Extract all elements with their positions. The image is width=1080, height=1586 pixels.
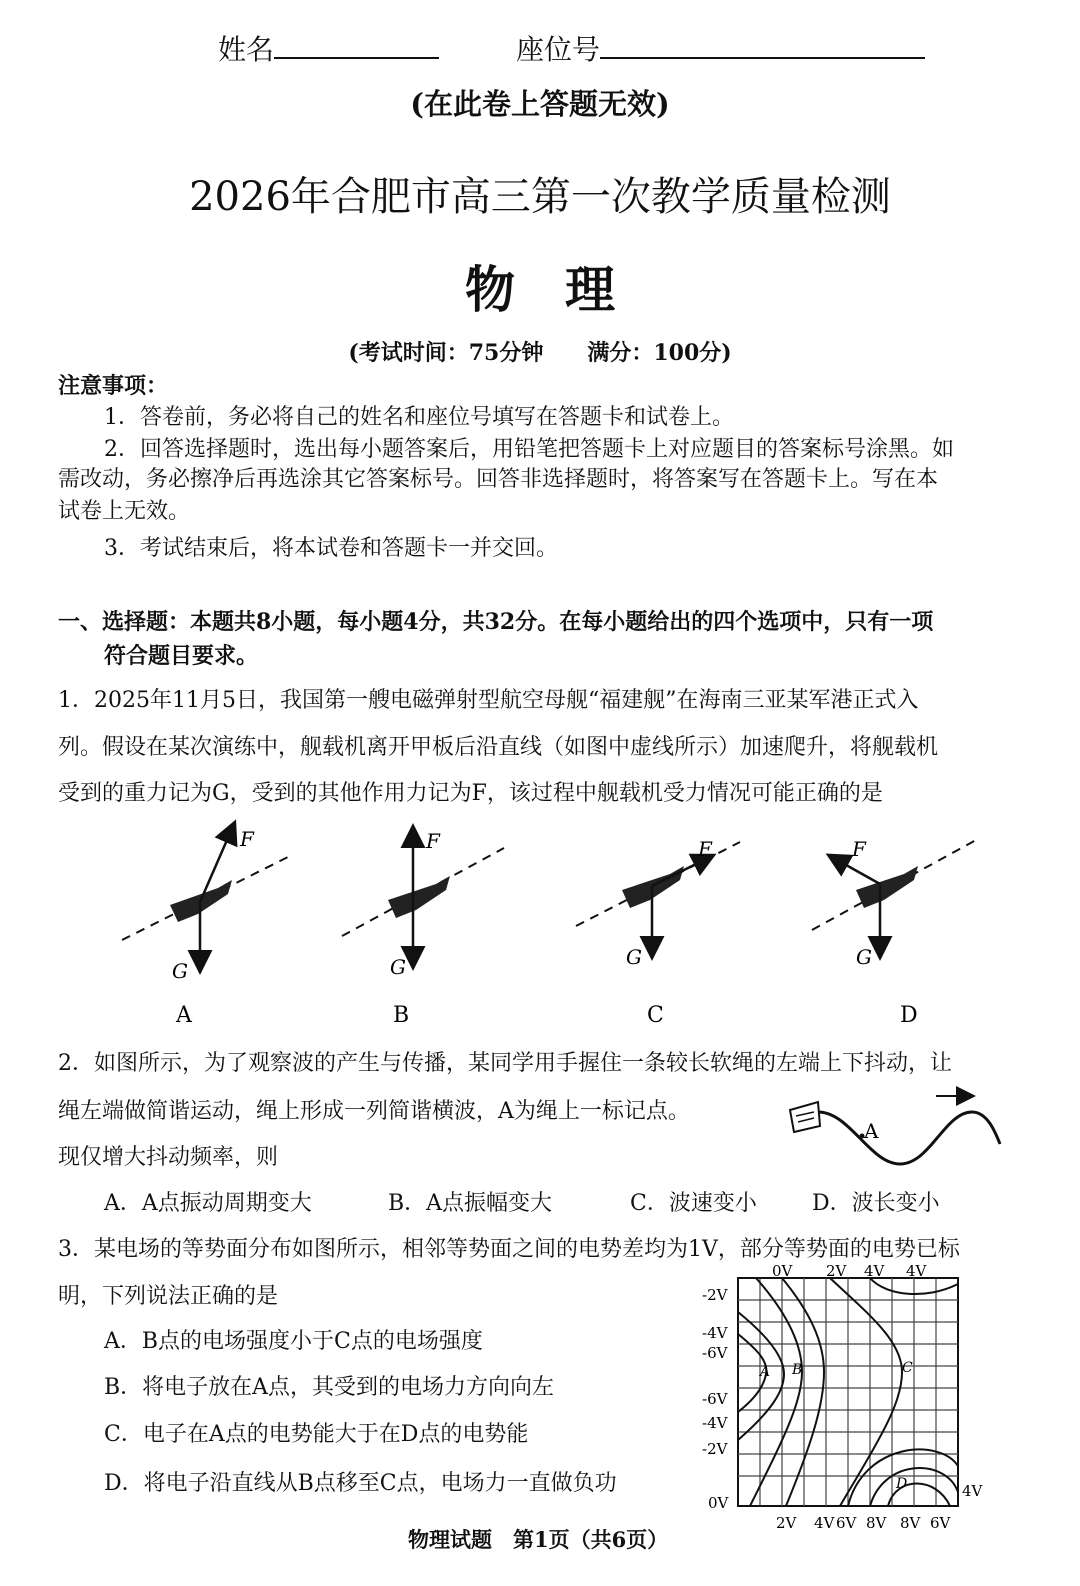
- section1-heading-cont: 符合题目要求。: [104, 643, 259, 669]
- note-item: 3．考试结束后，将本试卷和答题卡一并交回。: [104, 536, 558, 561]
- bottom-label: 8V: [900, 1514, 921, 1532]
- option-b-label: B: [393, 1003, 410, 1028]
- grid: [738, 1278, 958, 1506]
- right-label: 4V: [962, 1482, 983, 1500]
- q2-text: 现仅增大抖动频率，则: [58, 1145, 279, 1170]
- force-g-label: G: [626, 945, 642, 969]
- wave-point-a: A: [864, 1119, 879, 1143]
- option-c-label: C: [647, 1003, 664, 1028]
- q2-wave-figure: [780, 1082, 1020, 1178]
- q2-option-a: A．A点振动周期变大: [104, 1191, 312, 1216]
- q3-option-a: A．B点的电场强度小于C点的电场强度: [104, 1329, 483, 1354]
- point-a-label: A: [760, 1364, 771, 1380]
- q1-text: 列。假设在某次演练中，舰载机离开甲板后沿直线（如图中虚线所示）加速爬升，将舰载机: [58, 735, 939, 760]
- figure-d: [812, 837, 976, 1028]
- option-d-label: D: [900, 1003, 918, 1028]
- option-a-label: A: [176, 1003, 192, 1028]
- jet-icon: [388, 876, 450, 918]
- figure-a: [122, 824, 290, 1028]
- top-label: 4V: [864, 1262, 885, 1280]
- left-label: -4V: [702, 1324, 728, 1342]
- left-label: -6V: [702, 1390, 728, 1408]
- q1-text: 1．2025年11月5日，我国第一艘电磁弹射型航空母舰“福建舰”在海南三亚某军港正式入: [58, 688, 919, 713]
- note-item: 需改动，务必擦净后再选涂其它答案标号。回答非选择题时，将答案写在答题卡上。写在本: [58, 467, 939, 492]
- q3-option-c: C．电子在A点的电势能大于在D点的电势能: [104, 1422, 529, 1447]
- page-footer: 物理试题 第1页（共6页）: [408, 1527, 669, 1552]
- left-label: -2V: [702, 1440, 728, 1458]
- force-g-label: G: [856, 945, 872, 969]
- bottom-label: 6V: [836, 1514, 857, 1532]
- points: [758, 1360, 913, 1492]
- q3-option-d: D．将电子沿直线从B点移至C点，电场力一直做负功: [104, 1471, 617, 1496]
- seat-blank: [600, 33, 925, 59]
- seat-field: [516, 28, 925, 68]
- q2-option-d: D．波长变小: [812, 1191, 940, 1216]
- q2-option-b: B．A点振幅变大: [388, 1191, 553, 1216]
- bottom-label: 8V: [866, 1514, 887, 1532]
- left-label: -2V: [702, 1286, 728, 1304]
- force-f-label: F: [852, 837, 866, 861]
- section1-heading: 一、选择题：本题共8小题，每小题4分，共32分。在每小题给出的四个选项中，只有一项: [58, 609, 934, 635]
- q3-text: 3．某电场的等势面分布如图所示，相邻等势面之间的电势差均为1V，部分等势面的电势已标: [58, 1237, 960, 1262]
- name-blank: [274, 33, 439, 59]
- note-item: 1．答卷前，务必将自己的姓名和座位号填写在答题卡和试卷上。: [104, 405, 734, 430]
- point-c-label: C: [902, 1360, 913, 1376]
- bottom-label: 6V: [930, 1514, 951, 1532]
- note-item: 2．回答选择题时，选出每小题答案后，用铅笔把答题卡上对应题目的答案标号涂黑。如: [104, 437, 954, 462]
- q2-text: 2．如图所示，为了观察波的产生与传播，某同学用手握住一条较长软绳的左端上下抖动，让: [58, 1051, 953, 1076]
- name-field: [218, 28, 439, 68]
- time-info: (考试时间：75分钟 满分：100分): [348, 340, 732, 366]
- q1-text: 受到的重力记为G，受到的其他作用力记为F，该过程中舰载机受力情况可能正确的是: [58, 781, 883, 806]
- top-label: 0V: [772, 1262, 793, 1280]
- potential-labels: [702, 1262, 984, 1532]
- exam-title: 2026年合肥市高三第一次教学质量检测: [189, 174, 891, 220]
- force-f-label: F: [240, 827, 254, 851]
- seat-label: 座位号: [516, 33, 601, 66]
- q3-equipotential-figure: [690, 1262, 990, 1542]
- top-label: 2V: [826, 1262, 847, 1280]
- q3-text: 明，下列说法正确的是: [58, 1284, 279, 1309]
- figure-b: [342, 828, 504, 1028]
- point-b-label: B: [792, 1362, 803, 1378]
- bottom-label: 4V: [814, 1514, 835, 1532]
- point-d-label: D: [896, 1476, 908, 1492]
- force-g-label: G: [390, 955, 406, 979]
- q1-figures: [100, 810, 1000, 1030]
- q2-option-c: C．波速变小: [630, 1191, 757, 1216]
- q2-text: 绳左端做简谐运动，绳上形成一列简谐横波，A为绳上一标记点。: [58, 1099, 690, 1124]
- hand-icon: [790, 1102, 820, 1132]
- note-item: 试卷上无效。: [58, 499, 191, 524]
- notes-heading: 注意事项：: [58, 373, 169, 399]
- name-label: 姓名: [218, 33, 275, 66]
- jet-icon: [856, 866, 918, 908]
- invalid-note: (在此卷上答题无效): [410, 87, 670, 121]
- left-label: 0V: [708, 1494, 729, 1512]
- left-label: -4V: [702, 1414, 728, 1432]
- q3-option-b: B．将电子放在A点，其受到的电场力方向向左: [104, 1375, 555, 1400]
- force-g-label: G: [172, 959, 188, 983]
- figure-c: [576, 837, 740, 1028]
- force-f-label: F: [698, 837, 712, 861]
- force-f-label: F: [426, 829, 440, 853]
- bottom-label: 2V: [776, 1514, 797, 1532]
- subject-title: 物 理: [465, 260, 615, 319]
- left-label: -6V: [702, 1344, 728, 1362]
- top-label: 4V: [906, 1262, 927, 1280]
